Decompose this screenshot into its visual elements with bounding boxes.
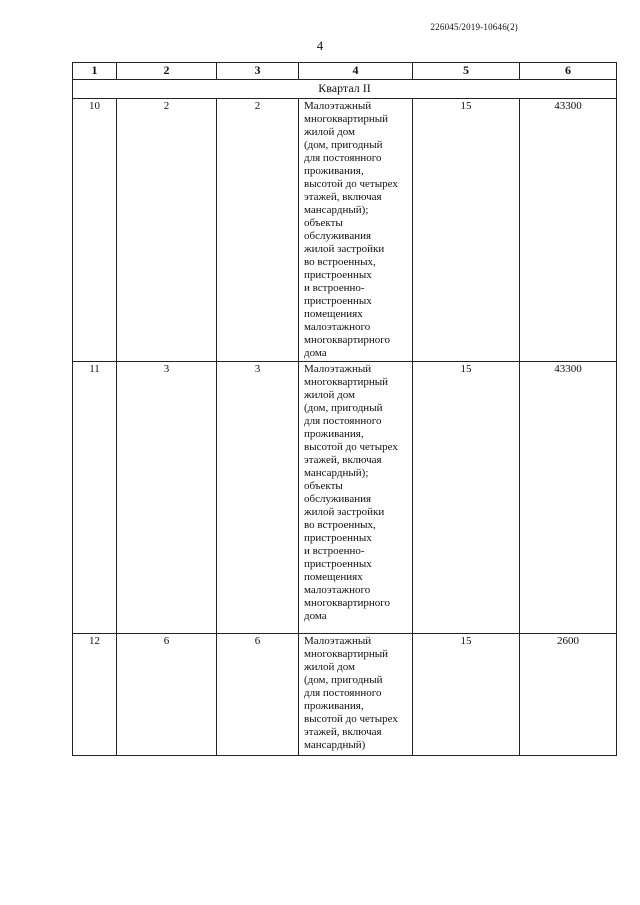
description-line: Малоэтажный <box>304 100 372 112</box>
description-line: Малоэтажный <box>304 635 372 647</box>
description-line: для постоянного <box>304 687 382 699</box>
table-row <box>73 634 617 756</box>
column-header: 2 <box>117 63 217 80</box>
table-cell-c6: 43300 <box>520 99 617 362</box>
table-cell-c3: 3 <box>217 362 299 634</box>
table-cell-c4 <box>299 634 413 756</box>
description-line: пристроенных <box>304 532 372 544</box>
description-line: во встроенных, <box>304 519 376 531</box>
description-line: проживания, <box>304 428 364 440</box>
table-cell-c5: 15 <box>413 362 520 634</box>
column-header: 6 <box>520 63 617 80</box>
table-cell-c1: 12 <box>73 634 117 756</box>
table-cell-c6: 43300 <box>520 362 617 634</box>
description-line: многоквартирный <box>304 648 389 660</box>
description-line: объекты <box>304 217 343 229</box>
description-line: многоквартирный <box>304 113 389 125</box>
section-title: Квартал II <box>73 80 617 99</box>
description-line: дома <box>304 610 327 622</box>
document-id: 226045/2019-10646(2) <box>430 22 518 32</box>
description-line: мансардный); <box>304 467 369 479</box>
description-line: помещениях <box>304 308 363 320</box>
column-header: 5 <box>413 63 520 80</box>
column-header: 1 <box>73 63 117 80</box>
description-line: жилой дом <box>304 389 355 401</box>
table-cell-c1: 10 <box>73 99 117 362</box>
description-line: для постоянного <box>304 415 382 427</box>
table-cell-c4 <box>299 99 413 362</box>
table-row <box>73 362 617 634</box>
description-line: жилой застройки <box>304 243 385 255</box>
table-cell-c2: 3 <box>117 362 217 634</box>
description-line: многоквартирный <box>304 376 389 388</box>
table-header-row <box>73 63 617 80</box>
table-cell-c3: 2 <box>217 99 299 362</box>
description-line: жилой дом <box>304 661 355 673</box>
description-line: этажей, включая <box>304 191 382 203</box>
description-line: и встроенно- <box>304 545 365 557</box>
description-line: жилой застройки <box>304 506 385 518</box>
data-table <box>72 62 617 756</box>
column-header: 4 <box>299 63 413 80</box>
table-row <box>73 99 617 362</box>
description-line: малоэтажного <box>304 584 371 596</box>
description-line: многоквартирного <box>304 334 391 346</box>
description-line: многоквартирного <box>304 597 391 609</box>
table-cell-c2: 6 <box>117 634 217 756</box>
table-cell-c5: 15 <box>413 634 520 756</box>
page-number: 4 <box>316 38 324 53</box>
description-line: обслуживания <box>304 230 372 242</box>
description-line: пристроенных <box>304 269 372 281</box>
description-line: Малоэтажный <box>304 363 372 375</box>
description-line: высотой до четырех <box>304 178 398 190</box>
description-line: высотой до четырех <box>304 713 398 725</box>
description-line: пристроенных <box>304 558 372 570</box>
description-line: во встроенных, <box>304 256 376 268</box>
description-line: пристроенных <box>304 295 372 307</box>
table-cell-c2: 2 <box>117 99 217 362</box>
description-line: мансардный) <box>304 739 366 751</box>
description-line: проживания, <box>304 165 364 177</box>
description-line: (дом, пригодный <box>304 674 383 686</box>
description-line: для постоянного <box>304 152 382 164</box>
description-line: (дом, пригодный <box>304 402 383 414</box>
description-line: этажей, включая <box>304 454 382 466</box>
description-line: дома <box>304 347 327 359</box>
description-line: мансардный); <box>304 204 369 216</box>
description-line: проживания, <box>304 700 364 712</box>
description-line: малоэтажного <box>304 321 371 333</box>
description-line: помещениях <box>304 571 363 583</box>
table-cell-c4 <box>299 362 413 634</box>
section-row <box>73 80 617 99</box>
description-line: обслуживания <box>304 493 372 505</box>
description-line: этажей, включая <box>304 726 382 738</box>
table-cell-c3: 6 <box>217 634 299 756</box>
description-line: (дом, пригодный <box>304 139 383 151</box>
column-header: 3 <box>217 63 299 80</box>
description-line: объекты <box>304 480 343 492</box>
description-line: высотой до четырех <box>304 441 398 453</box>
description-line: и встроенно- <box>304 282 365 294</box>
table-cell-c1: 11 <box>73 362 117 634</box>
table-cell-c6: 2600 <box>520 634 617 756</box>
description-line: жилой дом <box>304 126 355 138</box>
table-cell-c5: 15 <box>413 99 520 362</box>
